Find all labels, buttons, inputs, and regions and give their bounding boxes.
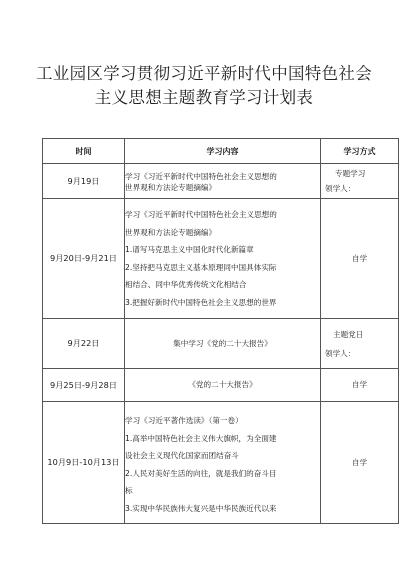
content-line: 3.实现中华民族伟大复兴是中华民族近代以来: [125, 503, 277, 513]
row-content: [125, 164, 321, 199]
method-line: 主题党日: [333, 329, 364, 339]
row-method: 自学: [321, 402, 399, 524]
row-content: [125, 199, 321, 319]
document-title-line2: 主义思想主题教育学习计划表: [94, 88, 314, 107]
content-line: 世界观和方法论专题摘编》: [125, 182, 217, 192]
row-content: 《党的二十大报告》: [125, 369, 321, 402]
row-method: [321, 164, 399, 199]
content-line: 学习《习近平新时代中国特色社会主义思想的: [125, 210, 277, 219]
table-header-row: [43, 139, 399, 164]
row-content: 集中学习《党的二十大报告》: [125, 319, 321, 369]
row-method: 自学: [321, 369, 399, 402]
row-method: [321, 319, 399, 369]
method-line: 领学人：: [325, 184, 356, 193]
row-time: 10月9日-10月13日: [43, 402, 125, 524]
content-line: 1.高举中国特色社会主义伟大旗帜，为全面建: [125, 433, 277, 443]
content-line: 设社会主义现代化国家而团结奋斗: [125, 451, 239, 460]
row-time: 9月25日-9月28日: [43, 369, 125, 402]
header-content: 学习内容: [125, 139, 321, 164]
header-method: 学习方式: [321, 139, 399, 164]
method-line: 专题学习: [335, 169, 366, 178]
content-line: 2.坚持把马克思主义基本原理同中国具体实际: [125, 262, 277, 272]
table-row: [43, 402, 399, 524]
content-line: 相结合、同中华优秀传统文化相结合: [125, 280, 247, 289]
header-time: 时间: [43, 139, 125, 164]
content-line: 3.把握好新时代中国特色社会主义思想的世界: [125, 297, 277, 307]
content-line: 2.人民对美好生活的向往，就是我们的奋斗目: [125, 468, 277, 478]
table-row: [43, 164, 399, 199]
content-line: 学习《习近平著作选读》（第一卷）: [125, 416, 243, 425]
content-line: 学习《习近平新时代中国特色社会主义思想的: [125, 171, 277, 181]
row-content: [125, 402, 321, 524]
row-method: 自学: [321, 199, 399, 319]
content-line: 世界观和方法论专题摘编》: [125, 227, 217, 237]
table-row: [43, 369, 399, 402]
content-line: 标: [125, 486, 133, 495]
table-row: [43, 199, 399, 319]
row-time: 9月20日-9月21日: [43, 199, 125, 319]
document-title-line1: 工业园区学习贯彻习近平新时代中国特色社会: [36, 64, 372, 83]
row-time: 9月22日: [43, 319, 125, 369]
content-line: 1.谱写马克思主义中国化时代化新篇章: [125, 245, 254, 254]
method-line: 领学人：: [325, 348, 356, 358]
row-time: 9月19日: [43, 164, 125, 199]
study-plan-table: [42, 138, 399, 524]
table-row: [43, 319, 399, 369]
